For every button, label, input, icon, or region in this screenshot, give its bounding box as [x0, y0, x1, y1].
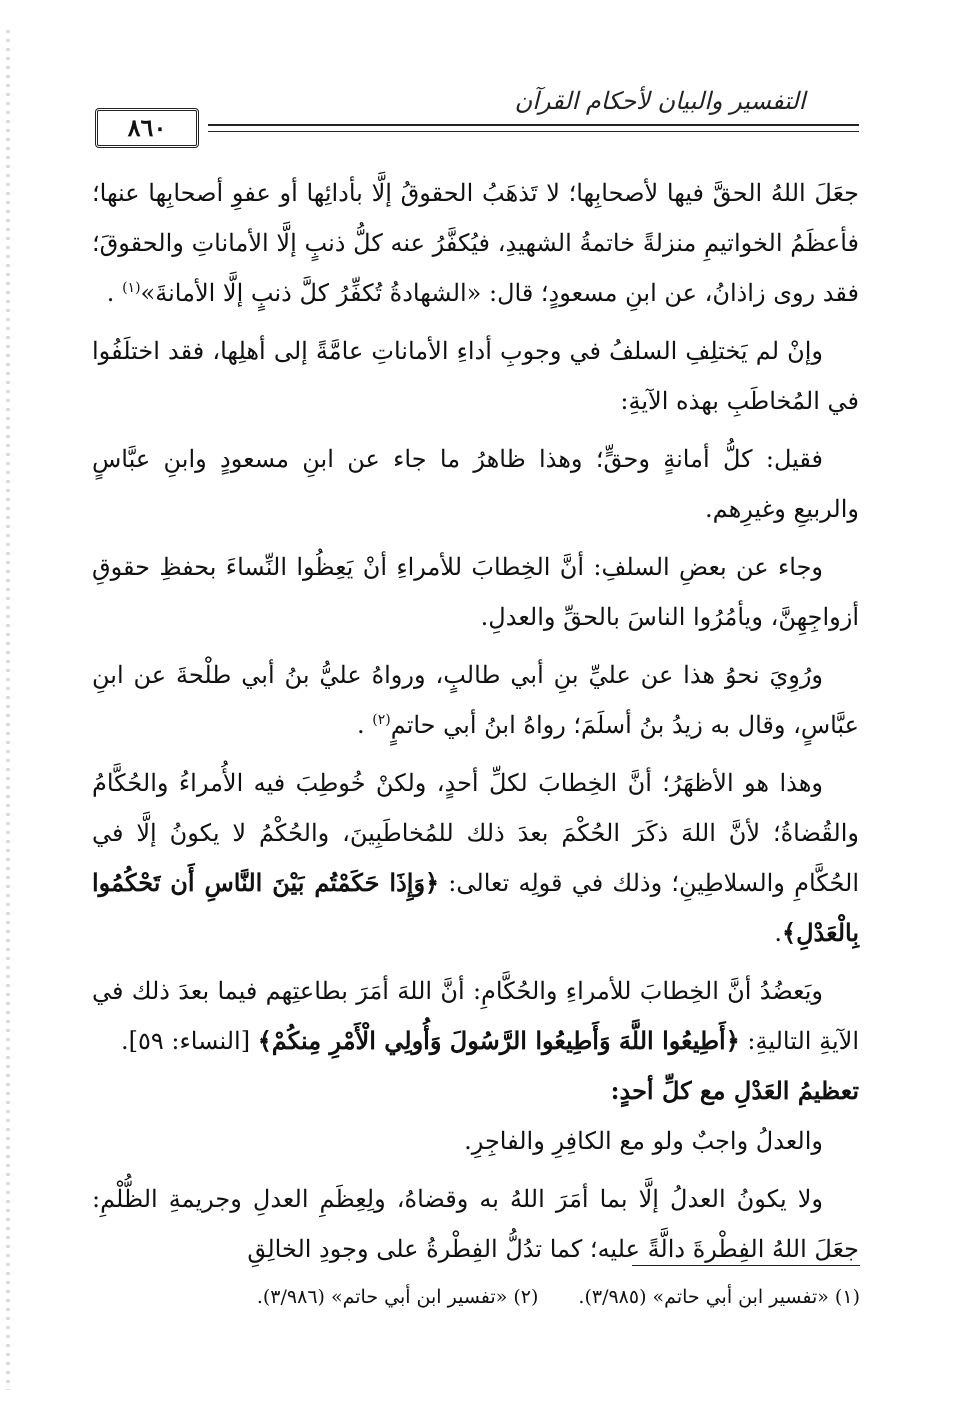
paragraph-6: وهذا هو الأظهَرُ؛ أنَّ الخِطابَ لكلِّ أحدٍ، ولكنْ خُوطِبَ فيه الأُمراءُ والحُكَّامُ والقُضاةُ؛ لأنَّ اللهَ ذكَرَ الحُكْمَ بعدَ ذلك للمُخاطَبِينَ، والحُكْمُ لا يكونُ إلَّا في الحُكَّامِ والسلاطِينِ؛ وذلك في قولِه تعالى: ﴿وَإِذَا حَكَمْتُم بَيْنَ النَّاسِ أَن تَحْكُمُوا بِالْعَدْلِ﴾. — [92, 769, 859, 947]
quran-verse: ﴿أَطِيعُوا اللَّهَ وَأَطِيعُوا الرَّسُولَ وَأُولِي الْأَمْرِ مِنكُمْ﴾ — [257, 1026, 740, 1055]
paragraph-9: ولا يكونُ العدلُ إلَّا بما أمَرَ اللهُ به وقضاهُ، ولِعِظَمِ العدلِ وجريمةِ الظُّلْمِ: جعَلَ اللهُ الفِطْرةَ دالَّةً عليه؛ كما تدُلُّ الفِطْرةُ على وجودِ الخالِقِ — [92, 1185, 859, 1263]
paragraph-8: والعدلُ واجبٌ ولو مع الكافِرِ والفاجِرِ. — [464, 1127, 823, 1155]
paragraph-1: جعَلَ اللهُ الحقَّ فيها لأصحابِها؛ لا تَذهَبُ الحقوقُ إلَّا بأدائِها أو عفوِ أصحابِها عنها؛ فأعظَمُ الخواتيمِ منزلةً خاتمةُ الشهيدِ، فيُكفَّرُ عنه كلُّ ذنبٍ إلَّا الأماناتِ والحقوقَ؛ فقد روى زاذانُ، عن ابنِ مسعودٍ؛ قال: «الشهادةُ تُكفِّرُ كلَّ ذنبٍ إلَّا الأمانةَ»$^{(١)}$ . — [92, 179, 860, 307]
footnote-rule — [632, 1265, 860, 1266]
quran-verse: ﴿وَإِذَا حَكَمْتُم بَيْنَ النَّاسِ أَن تَحْكُمُوا بِالْعَدْلِ﴾ — [92, 868, 859, 947]
page-edge-decoration — [6, 30, 10, 1390]
footnote-1: (١) «تفسير ابن أبي حاتم» (٣/٩٨٥). — [578, 1286, 860, 1308]
page-number: ٨٦٠ — [95, 108, 199, 148]
footnote-2: (٢) «تفسير ابن أبي حاتم» (٣/٩٨٦). — [256, 1286, 539, 1308]
paragraph-3: فقيل: كلُّ أمانةٍ وحقٍّ؛ وهذا ظاهرُ ما جاء عن ابنِ مسعودٍ وابنِ عبَّاسٍ والربيعِ وغيرِهم. — [92, 445, 859, 523]
footnote-ref: (٢) — [372, 712, 391, 728]
page-body — [92, 168, 859, 1274]
paragraph-2: وإنْ لم يَختلِفِ السلفُ في وجوبِ أداءِ الأماناتِ عامَّةً إلى أهلِها، فقد اختلَفُوا في المُخاطَبِ بهذه الآيةِ: — [92, 337, 859, 415]
header-rule-thin — [208, 131, 859, 132]
header-rule — [208, 124, 859, 126]
paragraph-4: وجاء عن بعضِ السلفِ: أنَّ الخِطابَ للأمراءِ أنْ يَعِظُوا النِّساءَ بحفظِ حقوقِ أزواجِهِنَّ، ويأمُرُوا الناسَ بالحقِّ والعدلِ. — [92, 553, 859, 631]
footnotes — [120, 1282, 860, 1312]
paragraph-7: ويَعضُدُ أنَّ الخِطابَ للأمراءِ والحُكَّامِ: أنَّ اللهَ أمَرَ بطاعتِهم فيما بعدَ ذلك في الآيةِ التاليةِ: ﴿أَطِيعُوا اللَّهَ وَأَطِيعُوا الرَّسُولَ وَأُولِي الْأَمْرِ مِنكُمْ﴾ [النساء: ٥٩]. — [92, 977, 859, 1055]
verse-reference: [النساء: ٥٩]. — [120, 1027, 251, 1055]
section-heading: تعظيمُ العَدْلِ مع كلِّ أحدٍ: — [610, 1076, 859, 1105]
running-header-title: التفسير والبيان لأحكام القرآن — [514, 87, 806, 115]
footnote-ref: (١) — [122, 280, 141, 296]
paragraph-5: ورُوِيَ نحوُ هذا عن عليِّ بنِ أبي طالبٍ، ورواهُ عليُّ بنُ أبي طلْحةَ عن ابنِ عبَّاسٍ، وقال به زيدُ بنُ أسلَمَ؛ رواهُ ابنُ أبي حاتمٍ$^{(٢)}$ . — [92, 661, 859, 739]
